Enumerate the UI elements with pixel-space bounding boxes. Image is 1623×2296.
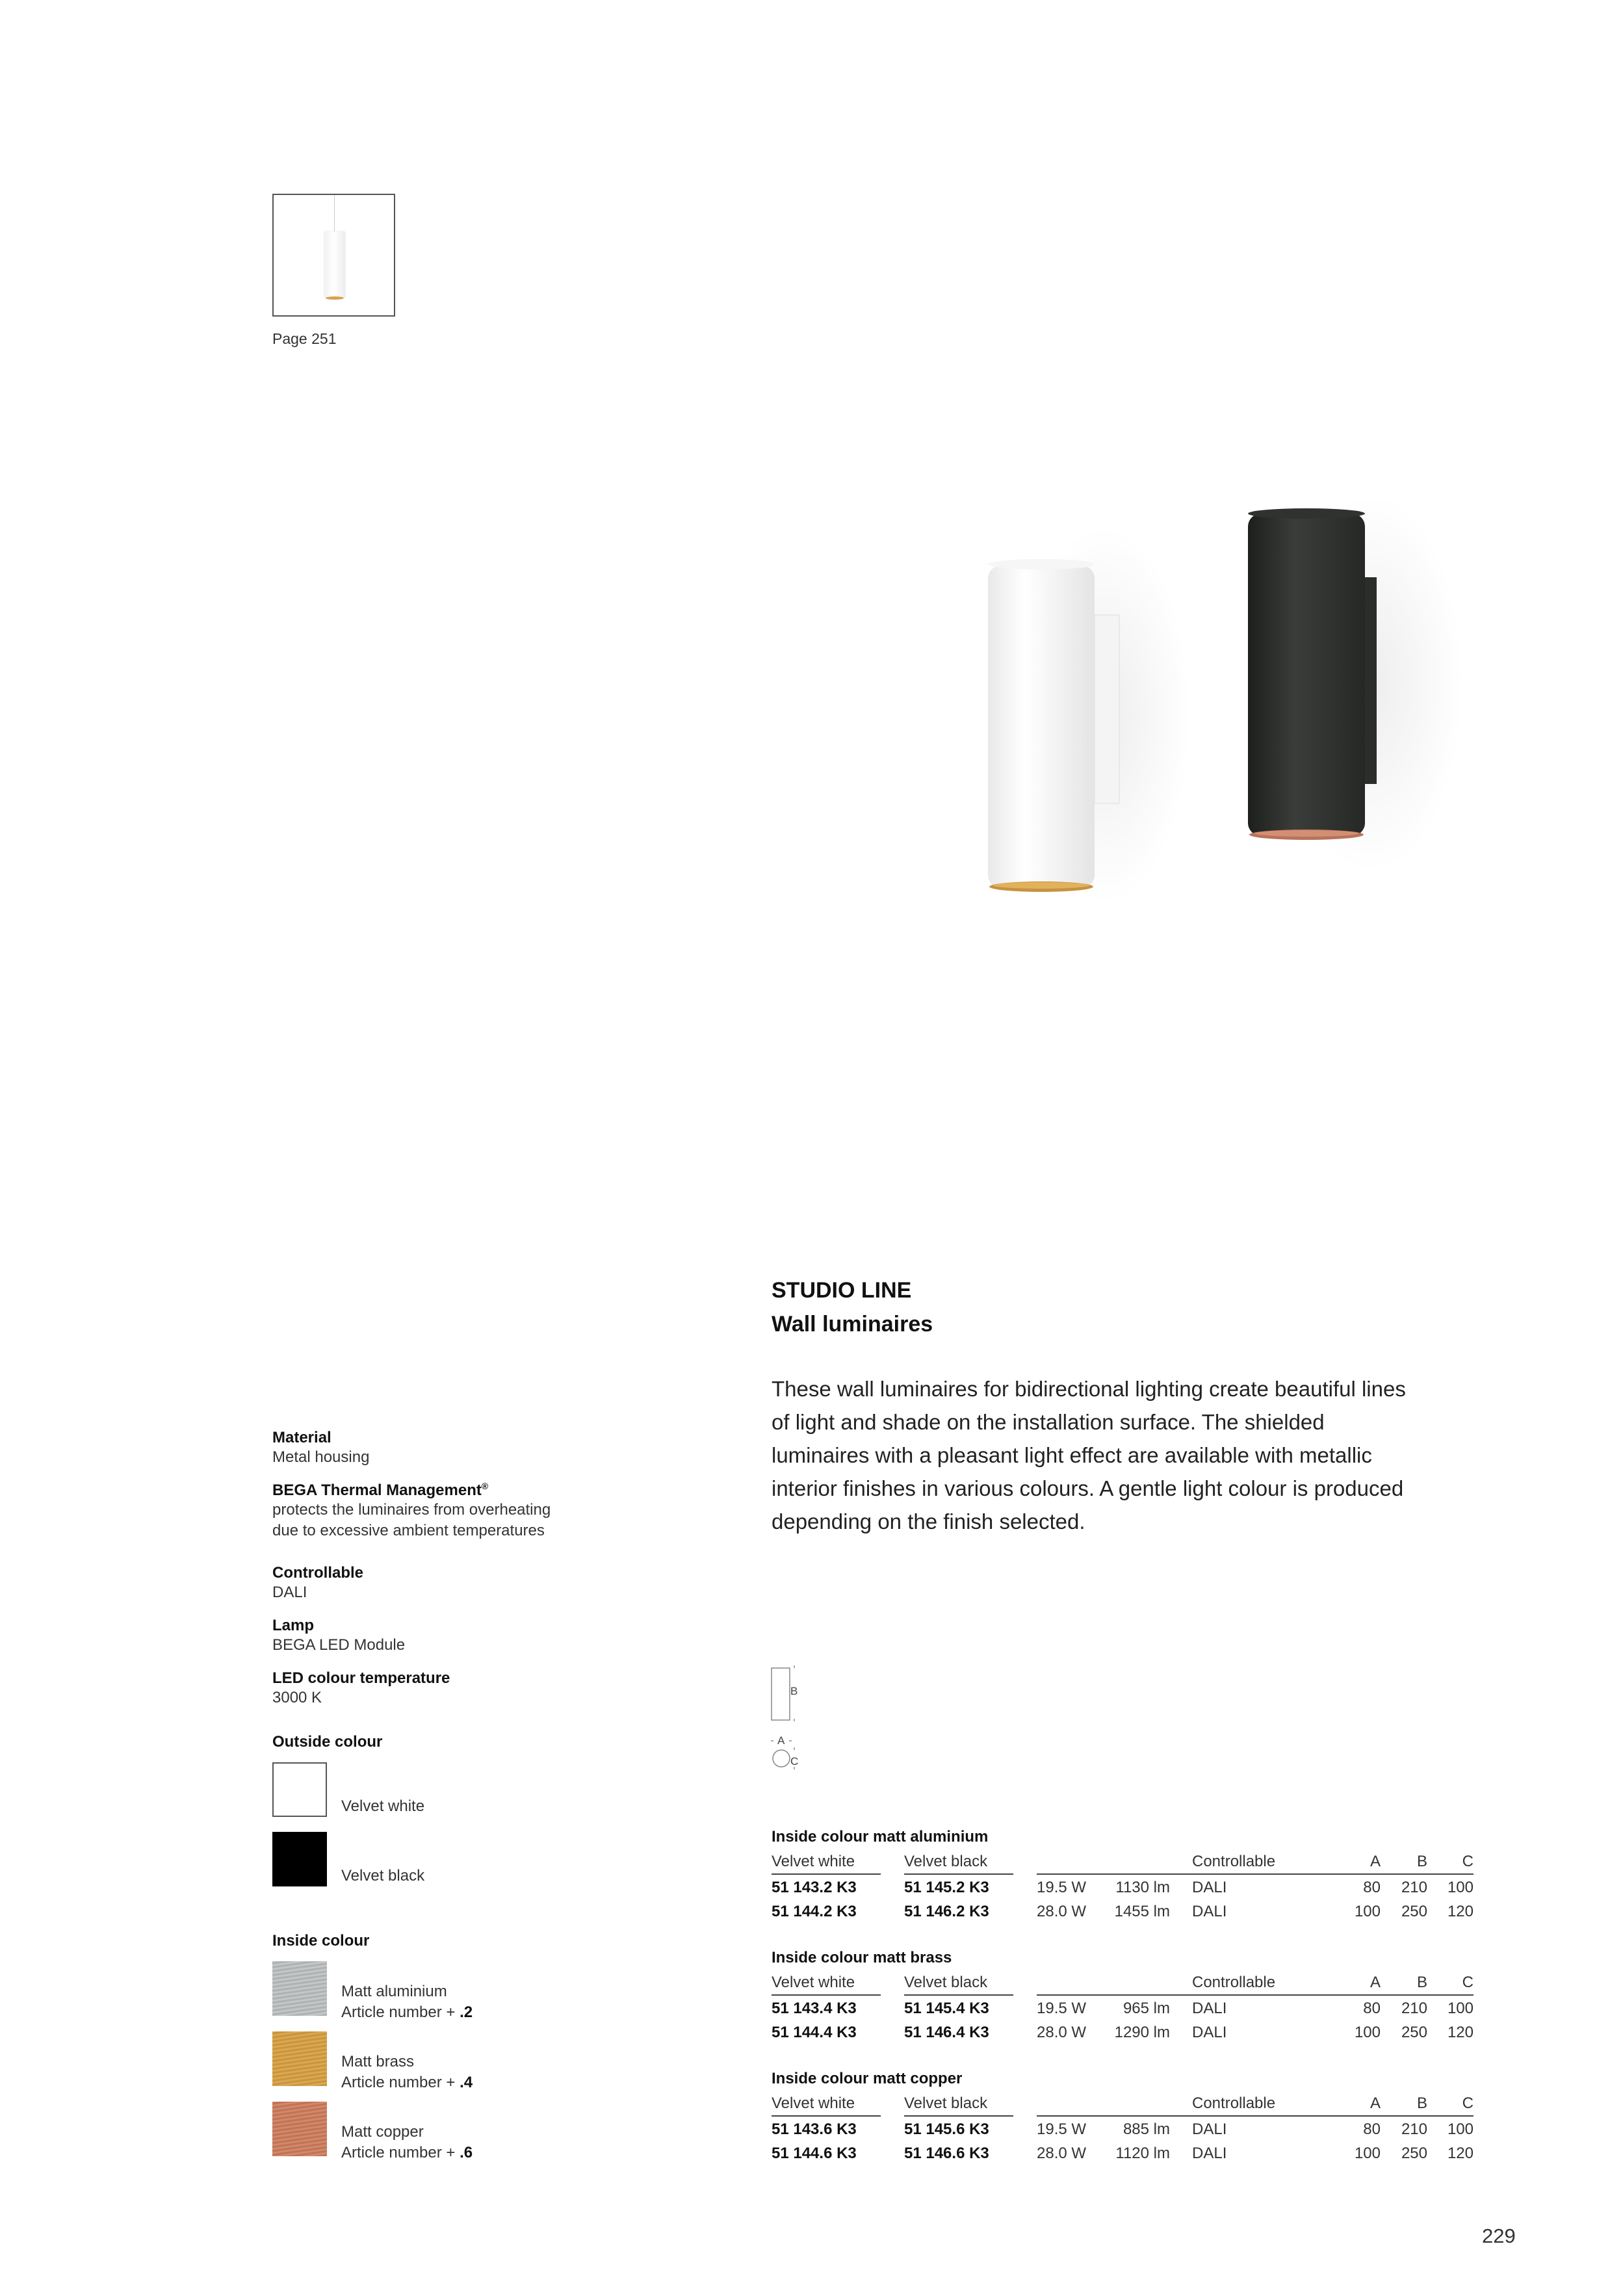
table-cell-white: 51 143.2 K3 — [772, 1879, 857, 1896]
table-cell-lumen: 885 lm — [1123, 2120, 1170, 2138]
dim-label-b: B — [790, 1685, 798, 1697]
table-rule — [1037, 1873, 1474, 1875]
dimension-drawing — [767, 1658, 819, 1788]
table-cell-c: 100 — [1447, 1879, 1474, 1896]
spec-value: DALI — [272, 1584, 307, 1601]
table-rule — [904, 1873, 1013, 1875]
spec-label-text: BEGA Thermal Management — [272, 1481, 482, 1499]
swatch-matt-brass — [272, 2031, 327, 2086]
table-rule — [904, 2115, 1013, 2117]
swatch-label-aluminium — [341, 1981, 473, 2023]
table-cell-a: 100 — [1354, 1903, 1381, 1920]
table-cell-a: 80 — [1363, 2000, 1381, 2017]
table-header-white: Velvet white — [772, 2094, 855, 2112]
spec-label: Lamp — [272, 1617, 315, 1634]
table-rule — [904, 1994, 1013, 1996]
table-header-a: A — [1370, 2094, 1381, 2112]
spec-label — [272, 1481, 551, 1500]
table-header-a: A — [1370, 1853, 1381, 1870]
swatch-label-copper — [341, 2122, 473, 2163]
spec-value: 3000 K — [272, 1689, 322, 1706]
table-header-black: Velvet black — [904, 1974, 988, 1991]
table-cell-white: 51 143.4 K3 — [772, 2000, 857, 2017]
table-cell-a: 100 — [1354, 2024, 1381, 2041]
product-photo — [975, 501, 1508, 930]
table-title: Inside colour matt aluminium — [772, 1828, 989, 1846]
table-rule — [772, 1873, 881, 1875]
inside-colour-heading: Inside colour — [272, 1932, 370, 1950]
spec-value: due to excessive ambient temperatures — [272, 1522, 545, 1539]
table-cell-ctrl: DALI — [1192, 1879, 1227, 1896]
dim-label-a: A — [777, 1734, 785, 1747]
table-header-controllable: Controllable — [1192, 1853, 1276, 1870]
table-cell-c: 100 — [1447, 2120, 1474, 2138]
table-cell-watt: 19.5 W — [1037, 1879, 1087, 1896]
table-cell-b: 250 — [1401, 2145, 1427, 2162]
table-cell-b: 210 — [1401, 2000, 1427, 2017]
swatch-velvet-black — [272, 1832, 327, 1886]
article-prefix: Article number + — [341, 2074, 456, 2091]
table-header-c: C — [1462, 1974, 1474, 1991]
table-header-white: Velvet white — [772, 1974, 855, 1991]
article-suffix: .4 — [460, 2074, 473, 2091]
table-title: Inside colour matt brass — [772, 1949, 952, 1966]
table-cell-white: 51 144.6 K3 — [772, 2145, 857, 2162]
table-cell-b: 250 — [1401, 1903, 1427, 1920]
article-suffix: .6 — [460, 2144, 473, 2161]
table-header-black: Velvet black — [904, 1853, 988, 1870]
article-prefix: Article number + — [341, 2144, 456, 2161]
product-thumbnail[interactable] — [272, 194, 395, 317]
spec-label: Controllable — [272, 1564, 364, 1582]
finish-name: Matt brass — [341, 2053, 415, 2070]
table-cell-black: 51 146.4 K3 — [904, 2024, 989, 2041]
black-luminaire — [1248, 508, 1377, 840]
page-number: 229 — [1482, 2224, 1516, 2247]
table-rule — [772, 1994, 881, 1996]
pendant-body — [324, 231, 345, 298]
spec-thermal — [272, 1481, 551, 1541]
table-header-b: B — [1416, 2094, 1427, 2112]
table-cell-white: 51 144.4 K3 — [772, 2024, 857, 2041]
table-cell-ctrl: DALI — [1192, 2000, 1227, 2017]
pendant-wire — [334, 195, 335, 231]
pendant-rim — [326, 296, 344, 300]
registered-mark: ® — [481, 1481, 489, 1491]
table-header-white: Velvet white — [772, 1853, 855, 1870]
spec-material — [272, 1429, 369, 1468]
series-title: STUDIO LINE — [772, 1278, 912, 1303]
spec-value: protects the luminaires from overheating — [272, 1501, 551, 1519]
table-rule — [1037, 2115, 1474, 2117]
swatch-label: Velvet white — [341, 1797, 425, 1815]
table-cell-ctrl: DALI — [1192, 2120, 1227, 2138]
table-title: Inside colour matt copper — [772, 2070, 963, 2087]
table-cell-c: 120 — [1447, 2024, 1474, 2041]
table-cell-lumen: 1120 lm — [1115, 2145, 1170, 2162]
article-suffix: .2 — [460, 2003, 473, 2021]
table-cell-b: 210 — [1401, 1879, 1427, 1896]
table-cell-black: 51 146.2 K3 — [904, 1903, 989, 1920]
table-header-controllable: Controllable — [1192, 1974, 1276, 1991]
spec-label: Material — [272, 1429, 331, 1446]
table-cell-c: 100 — [1447, 2000, 1474, 2017]
table-cell-ctrl: DALI — [1192, 1903, 1227, 1920]
swatch-label: Velvet black — [341, 1867, 425, 1885]
category-title: Wall luminaires — [772, 1312, 933, 1337]
table-cell-ctrl: DALI — [1192, 2145, 1227, 2162]
table-cell-a: 80 — [1363, 1879, 1381, 1896]
table-cell-black: 51 145.4 K3 — [904, 2000, 989, 2017]
table-cell-b: 210 — [1401, 2120, 1427, 2138]
spec-colour-temp — [272, 1669, 450, 1708]
intro-text: These wall luminaires for bidirectional lighting create beautiful lines of light and shade on the installation surface. The shielded luminaires with a pleasant light effect are available with metallic interior finishes in various colours. A gentle light colour is produced depending on the finish selected. — [772, 1377, 1406, 1533]
table-cell-white: 51 143.6 K3 — [772, 2120, 857, 2138]
swatch-matt-aluminium — [272, 1961, 327, 2016]
table-cell-watt: 28.0 W — [1037, 2145, 1087, 2162]
table-header-a: A — [1370, 1974, 1381, 1991]
table-header-c: C — [1462, 2094, 1474, 2112]
swatch-velvet-white — [272, 1762, 327, 1817]
table-cell-white: 51 144.2 K3 — [772, 1903, 857, 1920]
table-header-c: C — [1462, 1853, 1474, 1870]
outside-colour-heading: Outside colour — [272, 1733, 383, 1751]
article-prefix: Article number + — [341, 2003, 456, 2021]
swatch-matt-copper — [272, 2102, 327, 2156]
table-cell-watt: 19.5 W — [1037, 2000, 1087, 2017]
table-cell-c: 120 — [1447, 1903, 1474, 1920]
spec-lamp — [272, 1617, 405, 1656]
table-rule — [1037, 1994, 1474, 1996]
table-cell-ctrl: DALI — [1192, 2024, 1227, 2041]
dim-label-c: C — [790, 1755, 799, 1768]
table-cell-watt: 28.0 W — [1037, 2024, 1087, 2041]
table-cell-a: 100 — [1354, 2145, 1381, 2162]
table-cell-c: 120 — [1447, 2145, 1474, 2162]
dimension-sketch — [767, 1658, 819, 1788]
finish-name: Matt copper — [341, 2123, 424, 2141]
table-cell-watt: 28.0 W — [1037, 1903, 1087, 1920]
table-cell-lumen: 1455 lm — [1114, 1903, 1170, 1920]
table-header-black: Velvet black — [904, 2094, 988, 2112]
table-header-b: B — [1416, 1853, 1427, 1870]
table-header-controllable: Controllable — [1192, 2094, 1276, 2112]
table-cell-watt: 19.5 W — [1037, 2120, 1087, 2138]
finish-name: Matt aluminium — [341, 1983, 447, 2000]
table-cell-black: 51 145.6 K3 — [904, 2120, 989, 2138]
table-rule — [772, 2115, 881, 2117]
table-cell-lumen: 1290 lm — [1114, 2024, 1170, 2041]
table-cell-a: 80 — [1363, 2120, 1381, 2138]
table-cell-lumen: 965 lm — [1123, 2000, 1170, 2017]
table-header-b: B — [1416, 1974, 1427, 1991]
spec-value: Metal housing — [272, 1448, 370, 1466]
spec-value: BEGA LED Module — [272, 1636, 406, 1654]
swatch-label-brass — [341, 2052, 473, 2093]
table-cell-b: 250 — [1401, 2024, 1427, 2041]
spec-controllable — [272, 1564, 363, 1603]
table-cell-lumen: 1130 lm — [1115, 1879, 1170, 1896]
table-cell-black: 51 146.6 K3 — [904, 2145, 989, 2162]
thumbnail-page-ref[interactable]: Page 251 — [272, 330, 337, 347]
spec-label: LED colour temperature — [272, 1669, 450, 1687]
table-cell-black: 51 145.2 K3 — [904, 1879, 989, 1896]
